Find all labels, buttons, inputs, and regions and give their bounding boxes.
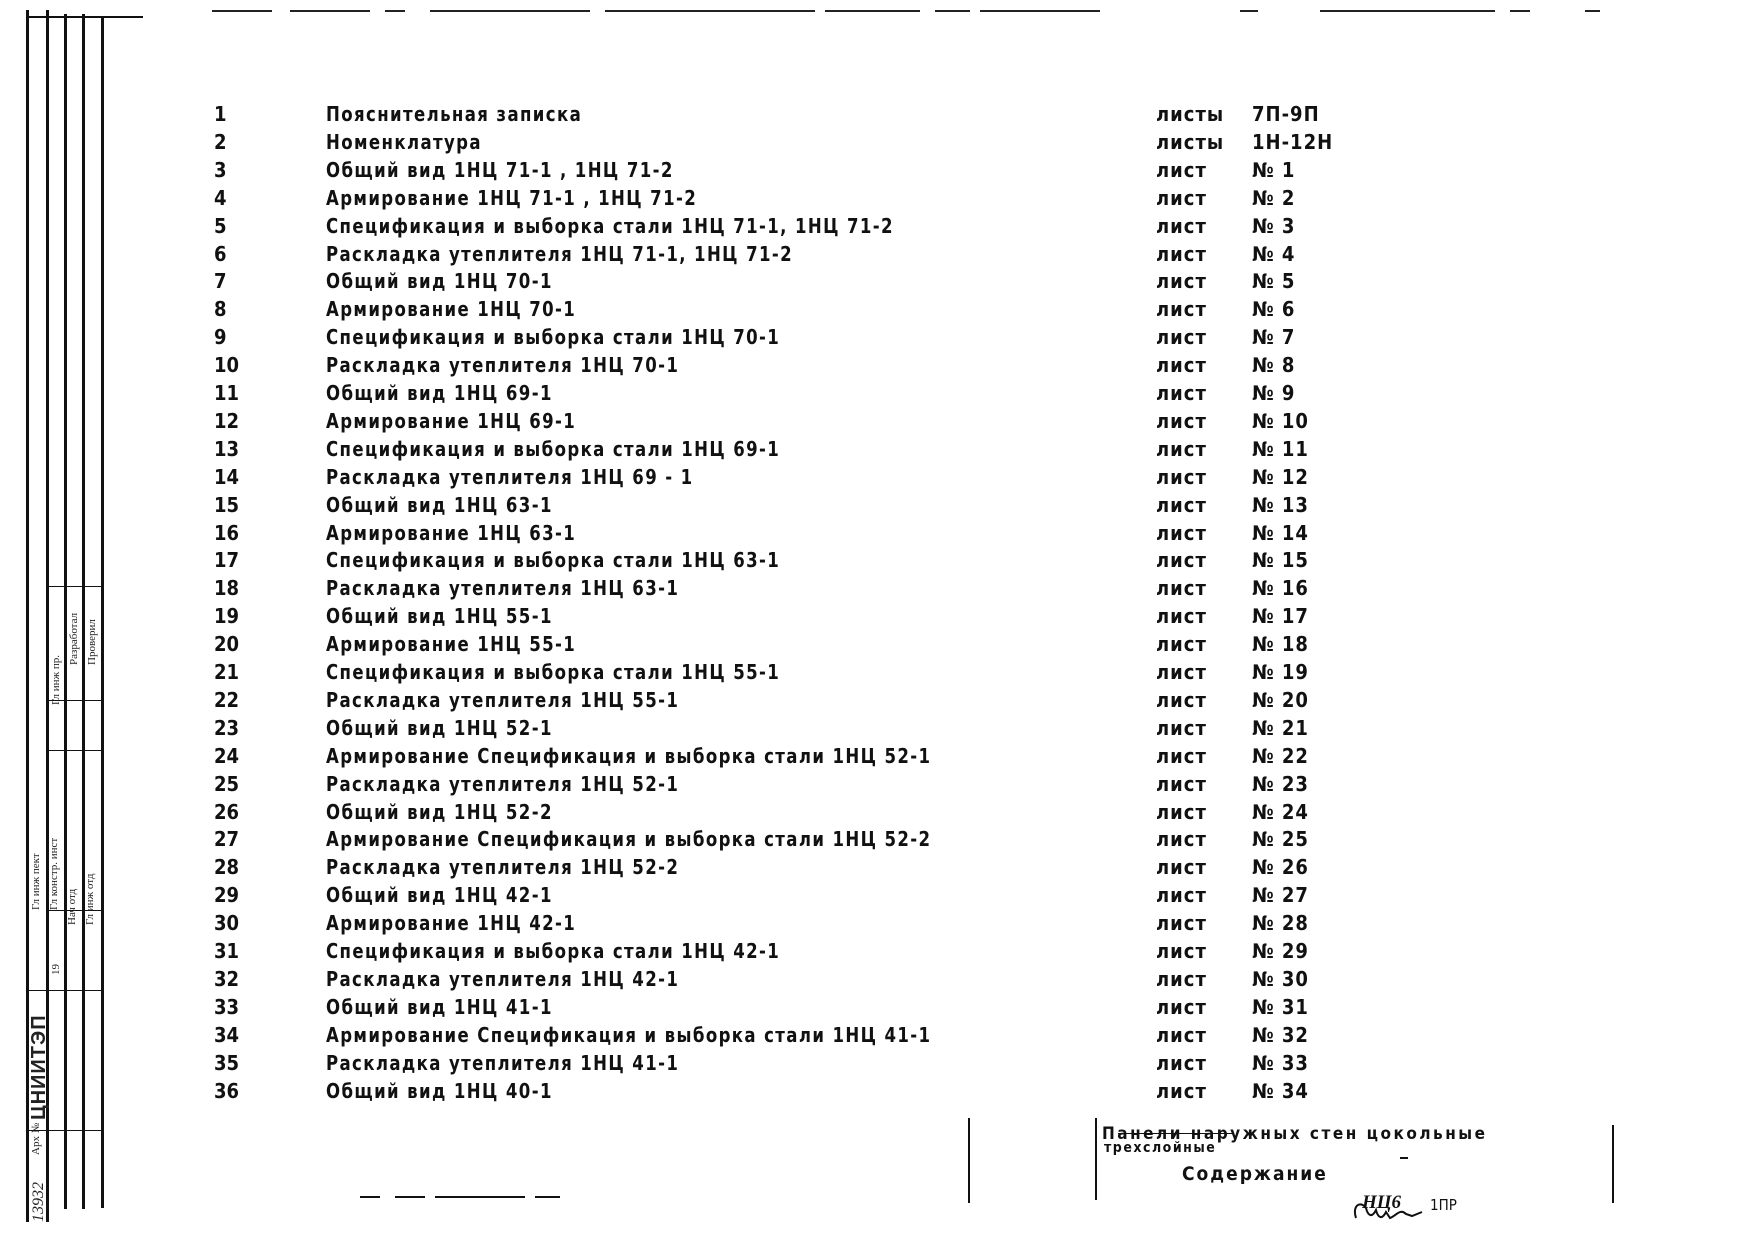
contents-row [0, 521, 1743, 549]
row-number: 25 [214, 771, 240, 796]
row-title: Раскладка утеплителя 1НЦ 70-1 [326, 353, 680, 378]
contents-row [0, 409, 1743, 437]
contents-row [0, 242, 1743, 270]
contents-row [0, 269, 1743, 297]
row-sheet-label: лист [1156, 325, 1207, 350]
row-sheet-label: лист [1156, 213, 1207, 238]
row-title: Раскладка утеплителя 1НЦ 71-1, 1НЦ 71-2 [326, 241, 794, 266]
row-title: Спецификация и выборка стали 1НЦ 69-1 [326, 436, 781, 461]
role-label: Гл инж пект [30, 853, 42, 910]
stamp-title-line2: трехслойные [1104, 1140, 1217, 1156]
stamp-heading: Содержание [1182, 1163, 1328, 1185]
row-sheet-number: № 16 [1252, 576, 1309, 601]
row-sheet-label: лист [1156, 911, 1207, 936]
row-sheet-label: лист [1156, 939, 1207, 963]
row-sheet-number: № 31 [1252, 994, 1309, 1019]
contents-row [0, 353, 1743, 381]
contents-row [0, 744, 1743, 772]
row-sheet-label: лист [1156, 1078, 1207, 1103]
row-sheet-label: лист [1156, 743, 1207, 768]
contents-row [0, 772, 1743, 800]
row-number: 2 [214, 129, 227, 154]
row-title: Общий вид 1НЦ 55-1 [326, 604, 553, 629]
contents-row [0, 1079, 1743, 1107]
role-label: Проверил [86, 619, 98, 665]
row-sheet-label: лист [1156, 297, 1207, 322]
row-sheet-number: № 33 [1252, 1050, 1309, 1075]
row-sheet-label: лист [1156, 269, 1207, 294]
row-sheet-number: № 1 [1252, 157, 1296, 182]
contents-row [0, 883, 1743, 911]
row-sheet-number: № 15 [1252, 548, 1309, 573]
row-sheet-number: № 19 [1252, 660, 1309, 684]
row-sheet-number: № 23 [1252, 771, 1309, 796]
row-sheet-label: лист [1156, 520, 1207, 545]
row-number: 21 [214, 660, 240, 684]
stamp-series: НЦ6 [1362, 1192, 1402, 1213]
strip-year: 19 [50, 964, 62, 975]
row-sheet-label: лист [1156, 966, 1207, 991]
contents-row [0, 716, 1743, 744]
contents-row [0, 660, 1743, 688]
row-number: 26 [214, 799, 240, 824]
stamp-sheet: 1ПР [1430, 1196, 1457, 1214]
row-sheet-number: № 5 [1252, 269, 1296, 294]
row-title: Армирование 1НЦ 69-1 [326, 408, 577, 433]
row-number: 24 [214, 743, 240, 768]
row-number: 19 [214, 604, 240, 629]
row-title: Армирование 1НЦ 70-1 [326, 297, 577, 322]
row-sheet-number: № 8 [1252, 353, 1296, 378]
contents-row [0, 911, 1743, 939]
row-sheet-number: 7П-9П [1252, 102, 1320, 126]
row-title: Общий вид 1НЦ 52-1 [326, 715, 553, 740]
row-title: Общий вид 1НЦ 41-1 [326, 994, 553, 1019]
row-title: Общий вид 1НЦ 63-1 [326, 492, 553, 517]
strip-organization: ЦНИИТЭП [28, 1014, 50, 1120]
row-sheet-number: № 4 [1252, 241, 1296, 266]
contents-row [0, 186, 1743, 214]
contents-row [0, 800, 1743, 828]
strip-archive-number: 13932 [30, 1182, 47, 1222]
row-number: 6 [214, 241, 227, 266]
strip-archive-label: Арх № [30, 1122, 42, 1155]
row-title: Общий вид 1НЦ 70-1 [326, 269, 553, 294]
row-title: Общий вид 1НЦ 52-2 [326, 799, 553, 824]
contents-row [0, 214, 1743, 242]
row-number: 20 [214, 632, 240, 657]
row-number: 33 [214, 994, 240, 1019]
contents-row [0, 604, 1743, 632]
row-sheet-label: лист [1156, 408, 1207, 433]
row-number: 22 [214, 687, 240, 712]
row-title: Армирование 1НЦ 71-1 , 1НЦ 71-2 [326, 185, 698, 210]
row-sheet-number: № 22 [1252, 743, 1309, 768]
row-number: 34 [214, 1022, 240, 1047]
contents-row [0, 688, 1743, 716]
row-sheet-number: № 28 [1252, 911, 1309, 936]
row-sheet-number: № 2 [1252, 185, 1296, 210]
row-sheet-label: листы [1156, 102, 1225, 126]
row-title: Раскладка утеплителя 1НЦ 52-1 [326, 771, 680, 796]
row-sheet-number: № 17 [1252, 604, 1309, 629]
row-number: 18 [214, 576, 240, 601]
row-sheet-number: № 3 [1252, 213, 1296, 238]
row-title: Спецификация и выборка стали 1НЦ 42-1 [326, 939, 781, 963]
row-sheet-label: лист [1156, 381, 1207, 405]
row-number: 23 [214, 715, 240, 740]
row-sheet-number: № 12 [1252, 464, 1309, 489]
contents-row [0, 130, 1743, 158]
row-title: Раскладка утеплителя 1НЦ 41-1 [326, 1050, 680, 1075]
row-number: 36 [214, 1078, 240, 1103]
row-title: Раскладка утеплителя 1НЦ 69 - 1 [326, 464, 694, 489]
row-sheet-label: лист [1156, 492, 1207, 517]
row-sheet-number: № 26 [1252, 855, 1309, 880]
row-title: Армирование Спецификация и выборка стали 1НЦ 41-1 [326, 1022, 932, 1047]
row-number: 28 [214, 855, 240, 880]
contents-row [0, 939, 1743, 967]
row-title: Раскладка утеплителя 1НЦ 63-1 [326, 576, 680, 601]
row-title: Армирование 1НЦ 63-1 [326, 520, 577, 545]
role-label: Гл инж отд [84, 873, 96, 925]
row-title: Раскладка утеплителя 1НЦ 52-2 [326, 855, 680, 880]
row-number: 32 [214, 966, 240, 991]
row-sheet-label: листы [1156, 129, 1225, 154]
row-sheet-number: № 32 [1252, 1022, 1309, 1047]
row-sheet-number: 1Н-12Н [1252, 129, 1334, 154]
row-number: 15 [214, 492, 240, 517]
row-title: Номенклатура [326, 129, 482, 154]
row-title: Спецификация и выборка стали 1НЦ 71-1, 1НЦ 71-2 [326, 213, 894, 238]
row-number: 14 [214, 464, 240, 489]
row-number: 16 [214, 520, 240, 545]
contents-row [0, 158, 1743, 186]
row-sheet-number: № 30 [1252, 966, 1309, 991]
row-number: 29 [214, 883, 240, 908]
row-sheet-label: лист [1156, 994, 1207, 1019]
contents-row [0, 995, 1743, 1023]
row-sheet-label: лист [1156, 771, 1207, 796]
row-title: Спецификация и выборка стали 1НЦ 55-1 [326, 660, 781, 684]
contents-row [0, 297, 1743, 325]
row-number: 35 [214, 1050, 240, 1075]
row-sheet-number: № 7 [1252, 325, 1296, 350]
contents-row [0, 465, 1743, 493]
row-number: 5 [214, 213, 227, 238]
row-sheet-label: лист [1156, 715, 1207, 740]
row-sheet-number: № 25 [1252, 827, 1309, 852]
row-sheet-number: № 9 [1252, 381, 1296, 405]
row-title: Общий вид 1НЦ 69-1 [326, 381, 553, 405]
row-number: 12 [214, 408, 240, 433]
contents-row [0, 102, 1743, 130]
row-title: Пояснительная записка [326, 102, 583, 126]
row-sheet-number: № 24 [1252, 799, 1309, 824]
contents-row [0, 493, 1743, 521]
row-number: 27 [214, 827, 240, 852]
row-sheet-label: лист [1156, 1050, 1207, 1075]
row-number: 1 [214, 102, 227, 126]
row-title: Раскладка утеплителя 1НЦ 55-1 [326, 687, 680, 712]
row-sheet-label: лист [1156, 604, 1207, 629]
row-sheet-label: лист [1156, 632, 1207, 657]
row-sheet-label: лист [1156, 855, 1207, 880]
row-sheet-label: лист [1156, 1022, 1207, 1047]
row-sheet-label: лист [1156, 883, 1207, 908]
row-sheet-number: № 6 [1252, 297, 1296, 322]
row-title: Общий вид 1НЦ 71-1 , 1НЦ 71-2 [326, 157, 674, 182]
contents-row [0, 437, 1743, 465]
row-number: 31 [214, 939, 240, 963]
row-title: Спецификация и выборка стали 1НЦ 63-1 [326, 548, 781, 573]
contents-row [0, 576, 1743, 604]
row-number: 10 [214, 353, 240, 378]
row-sheet-number: № 11 [1252, 436, 1309, 461]
row-number: 13 [214, 436, 240, 461]
row-sheet-label: лист [1156, 464, 1207, 489]
role-label: Нач отд [66, 888, 78, 925]
row-number: 4 [214, 185, 227, 210]
row-title: Раскладка утеплителя 1НЦ 42-1 [326, 966, 680, 991]
role-label: Гл констр. инст [48, 837, 60, 910]
row-number: 17 [214, 548, 240, 573]
row-sheet-number: № 29 [1252, 939, 1309, 963]
row-title: Армирование Спецификация и выборка стали 1НЦ 52-1 [326, 743, 932, 768]
row-sheet-label: лист [1156, 576, 1207, 601]
row-sheet-label: лист [1156, 687, 1207, 712]
row-sheet-label: лист [1156, 799, 1207, 824]
row-sheet-label: лист [1156, 827, 1207, 852]
role-label: Разработал [68, 612, 80, 665]
row-title: Общий вид 1НЦ 40-1 [326, 1078, 553, 1103]
row-sheet-number: № 10 [1252, 408, 1309, 433]
row-title: Спецификация и выборка стали 1НЦ 70-1 [326, 325, 781, 350]
row-number: 9 [214, 325, 227, 350]
row-number: 11 [214, 381, 240, 405]
row-sheet-label: лист [1156, 548, 1207, 573]
contents-row [0, 381, 1743, 409]
role-label: Гл инж пр. [50, 654, 62, 705]
row-sheet-number: № 27 [1252, 883, 1309, 908]
row-number: 3 [214, 157, 227, 182]
row-sheet-label: лист [1156, 157, 1207, 182]
row-sheet-number: № 34 [1252, 1078, 1309, 1103]
row-number: 8 [214, 297, 227, 322]
row-title: Армирование 1НЦ 55-1 [326, 632, 577, 657]
contents-row [0, 1051, 1743, 1079]
contents-row [0, 827, 1743, 855]
row-sheet-number: № 18 [1252, 632, 1309, 657]
contents-row [0, 855, 1743, 883]
row-number: 7 [214, 269, 227, 294]
row-sheet-number: № 20 [1252, 687, 1309, 712]
row-sheet-label: лист [1156, 353, 1207, 378]
row-sheet-number: № 21 [1252, 715, 1309, 740]
contents-row [0, 632, 1743, 660]
row-sheet-label: лист [1156, 241, 1207, 266]
contents-row [0, 548, 1743, 576]
row-sheet-number: № 13 [1252, 492, 1309, 517]
row-title: Армирование 1НЦ 42-1 [326, 911, 577, 936]
row-title: Армирование Спецификация и выборка стали 1НЦ 52-2 [326, 827, 932, 852]
row-sheet-number: № 14 [1252, 520, 1309, 545]
row-title: Общий вид 1НЦ 42-1 [326, 883, 553, 908]
row-sheet-label: лист [1156, 185, 1207, 210]
contents-row [0, 325, 1743, 353]
row-sheet-label: лист [1156, 660, 1207, 684]
row-number: 30 [214, 911, 240, 936]
signature [1350, 1196, 1432, 1226]
stamp-title-line1: Панели наружных стен цокольные [1102, 1124, 1488, 1144]
contents-row [0, 1023, 1743, 1051]
row-sheet-label: лист [1156, 436, 1207, 461]
contents-row [0, 967, 1743, 995]
